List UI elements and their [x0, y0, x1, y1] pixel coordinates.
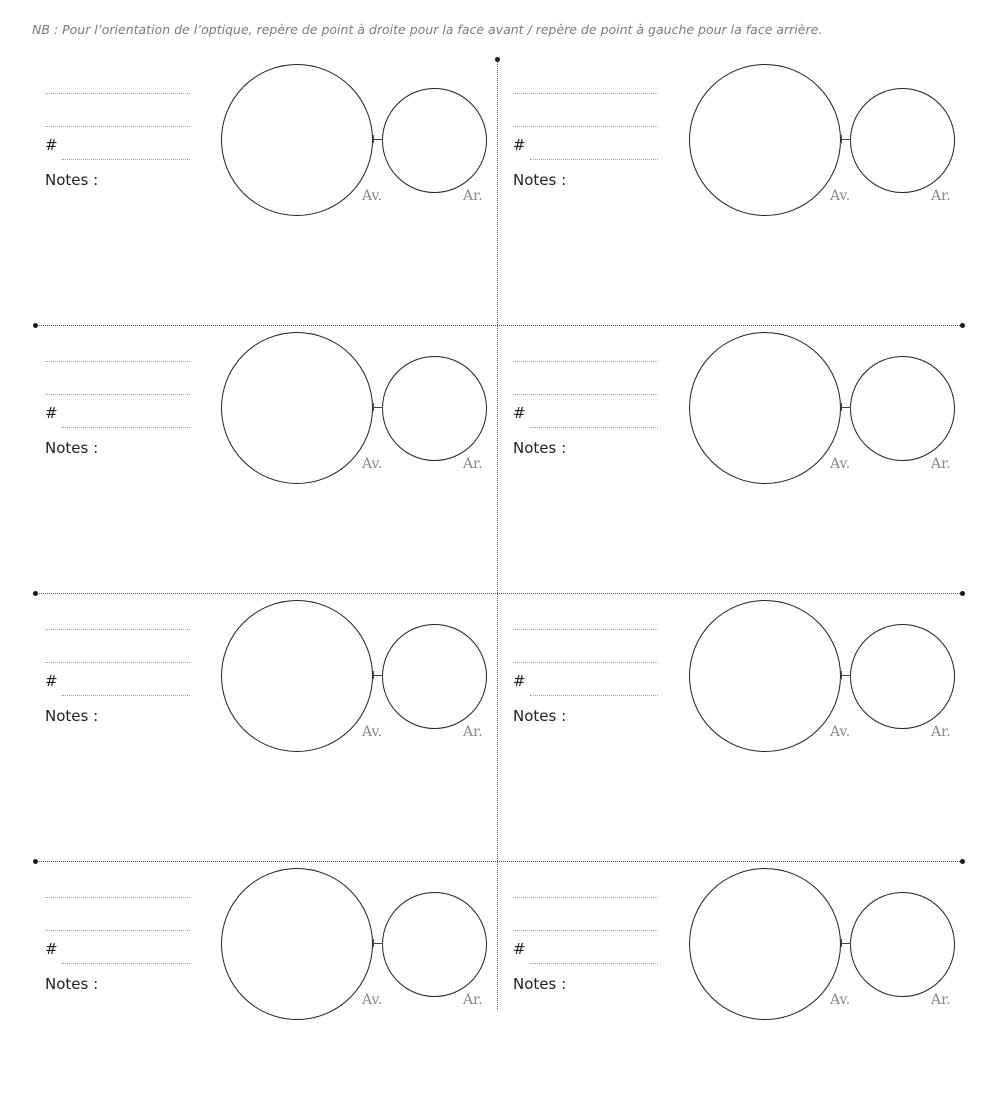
- back-face-label: Ar.: [931, 992, 951, 1008]
- lens-card: [32, 50, 492, 310]
- back-orientation-mark: [382, 939, 383, 947]
- back-face-label: Ar.: [463, 992, 483, 1008]
- number-label: #: [513, 136, 526, 154]
- front-face-label: Av.: [362, 992, 383, 1008]
- front-orientation-mark: [373, 939, 374, 947]
- number-label: #: [45, 136, 58, 154]
- lens-card: [500, 50, 960, 310]
- input-line-1[interactable]: [45, 897, 190, 898]
- lens-card: [500, 318, 960, 578]
- front-orientation-mark: [373, 135, 374, 143]
- lens-card: [32, 586, 492, 846]
- back-lens-circle: [850, 624, 955, 729]
- input-line-2[interactable]: [45, 394, 190, 395]
- input-line-1[interactable]: [513, 629, 658, 630]
- back-orientation-mark: [382, 671, 383, 679]
- number-input-line[interactable]: [530, 963, 658, 964]
- notes-label: Notes :: [45, 707, 99, 725]
- back-lens-circle: [850, 892, 955, 997]
- notes-label: Notes :: [513, 439, 567, 457]
- number-label: #: [513, 404, 526, 422]
- number-input-line[interactable]: [62, 695, 190, 696]
- lens-card: [500, 586, 960, 846]
- number-label: #: [513, 940, 526, 958]
- number-input-line[interactable]: [62, 427, 190, 428]
- front-lens-circle: [221, 600, 373, 752]
- input-line-1[interactable]: [45, 93, 190, 94]
- front-face-label: Av.: [830, 992, 851, 1008]
- back-face-label: Ar.: [463, 724, 483, 740]
- front-lens-circle: [689, 600, 841, 752]
- front-face-label: Av.: [830, 188, 851, 204]
- back-orientation-mark: [382, 135, 383, 143]
- back-orientation-mark: [850, 671, 851, 679]
- back-lens-circle: [850, 88, 955, 193]
- number-label: #: [45, 404, 58, 422]
- front-face-label: Av.: [830, 724, 851, 740]
- front-orientation-mark: [373, 403, 374, 411]
- cut-line-dot: [960, 591, 965, 596]
- back-face-label: Ar.: [931, 188, 951, 204]
- back-lens-circle: [382, 892, 487, 997]
- notes-label: Notes :: [45, 975, 99, 993]
- cut-line-dot: [960, 859, 965, 864]
- input-line-1[interactable]: [45, 629, 190, 630]
- number-label: #: [45, 940, 58, 958]
- back-face-label: Ar.: [931, 724, 951, 740]
- back-lens-circle: [850, 356, 955, 461]
- input-line-1[interactable]: [513, 361, 658, 362]
- number-label: #: [45, 672, 58, 690]
- back-orientation-mark: [382, 403, 383, 411]
- notes-label: Notes :: [513, 171, 567, 189]
- back-lens-circle: [382, 356, 487, 461]
- back-face-label: Ar.: [463, 456, 483, 472]
- notes-label: Notes :: [45, 439, 99, 457]
- input-line-1[interactable]: [513, 897, 658, 898]
- orientation-note: NB : Pour l’orientation de l’optique, repère de point à droite pour la face avant / repère de point à gauche pour la face arrière.: [32, 22, 823, 37]
- input-line-1[interactable]: [45, 361, 190, 362]
- lens-card: [32, 854, 492, 1114]
- back-face-label: Ar.: [463, 188, 483, 204]
- input-line-2[interactable]: [45, 930, 190, 931]
- front-lens-circle: [689, 332, 841, 484]
- cut-line-dot: [960, 323, 965, 328]
- number-input-line[interactable]: [530, 427, 658, 428]
- lens-card: [500, 854, 960, 1114]
- input-line-2[interactable]: [513, 126, 658, 127]
- notes-label: Notes :: [45, 171, 99, 189]
- back-orientation-mark: [850, 403, 851, 411]
- input-line-1[interactable]: [513, 93, 658, 94]
- input-line-2[interactable]: [45, 126, 190, 127]
- front-lens-circle: [221, 868, 373, 1020]
- vertical-cut-line: [497, 59, 498, 1009]
- front-orientation-mark: [841, 403, 842, 411]
- front-orientation-mark: [841, 671, 842, 679]
- front-face-label: Av.: [362, 188, 383, 204]
- notes-label: Notes :: [513, 975, 567, 993]
- front-orientation-mark: [841, 135, 842, 143]
- front-lens-circle: [221, 332, 373, 484]
- front-orientation-mark: [841, 939, 842, 947]
- back-orientation-mark: [850, 135, 851, 143]
- notes-label: Notes :: [513, 707, 567, 725]
- input-line-2[interactable]: [513, 394, 658, 395]
- number-input-line[interactable]: [62, 963, 190, 964]
- lens-card: [32, 318, 492, 578]
- back-face-label: Ar.: [931, 456, 951, 472]
- front-face-label: Av.: [362, 456, 383, 472]
- number-label: #: [513, 672, 526, 690]
- front-lens-circle: [689, 868, 841, 1020]
- number-input-line[interactable]: [530, 695, 658, 696]
- front-orientation-mark: [373, 671, 374, 679]
- input-line-2[interactable]: [513, 930, 658, 931]
- back-orientation-mark: [850, 939, 851, 947]
- input-line-2[interactable]: [513, 662, 658, 663]
- number-input-line[interactable]: [530, 159, 658, 160]
- front-lens-circle: [221, 64, 373, 216]
- input-line-2[interactable]: [45, 662, 190, 663]
- front-face-label: Av.: [362, 724, 383, 740]
- number-input-line[interactable]: [62, 159, 190, 160]
- back-lens-circle: [382, 624, 487, 729]
- front-lens-circle: [689, 64, 841, 216]
- back-lens-circle: [382, 88, 487, 193]
- front-face-label: Av.: [830, 456, 851, 472]
